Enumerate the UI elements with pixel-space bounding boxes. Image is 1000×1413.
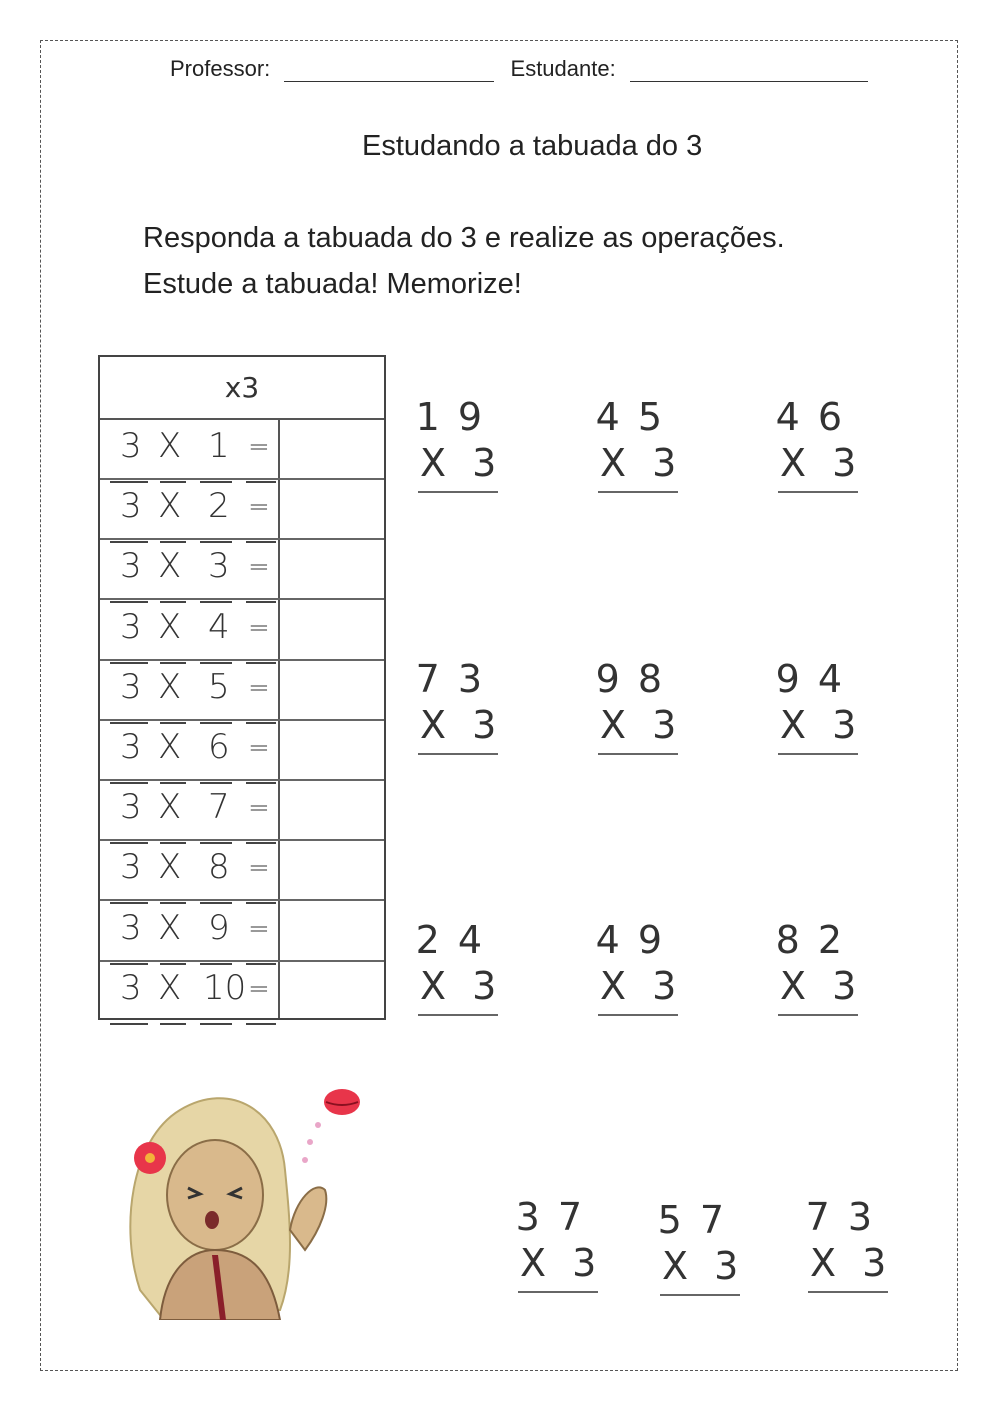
table-header: x3: [100, 357, 384, 420]
table-row: [100, 839, 384, 901]
factor-three: 3: [120, 666, 142, 707]
answer-line[interactable]: [598, 753, 678, 755]
estudante-field[interactable]: [630, 61, 868, 82]
answer-line[interactable]: [418, 1014, 498, 1016]
multiplication-problem: [775, 395, 868, 485]
problem-multiplicand: 24: [415, 918, 500, 962]
times-sign: X: [158, 426, 182, 466]
multiplication-problem: [415, 918, 508, 1008]
factor-three: 3: [120, 967, 142, 1008]
multiplication-problem: [775, 657, 868, 747]
times-sign: X: [158, 727, 182, 767]
equals-sign: =: [248, 973, 270, 1004]
page-title: Estudando a tabuada do 3: [362, 130, 703, 162]
row-underline: [160, 1023, 186, 1025]
answer-line[interactable]: [418, 491, 498, 493]
table-row: [100, 478, 384, 540]
times-sign: X: [158, 847, 182, 888]
multiplication-table: [98, 355, 386, 1020]
times-sign: X: [158, 787, 182, 828]
equals-sign: =: [248, 913, 270, 944]
problem-multiplier: X 3: [420, 964, 497, 1008]
answer-line[interactable]: [598, 1014, 678, 1016]
answer-line[interactable]: [598, 491, 678, 493]
multiplication-problem: [595, 918, 688, 1008]
answer-cell[interactable]: [282, 960, 382, 1020]
row-underline: [246, 1023, 276, 1025]
worksheet-header: [170, 56, 868, 82]
factor-number: 5: [208, 666, 230, 707]
multiplication-problem: [775, 918, 868, 1008]
factor-number: 2: [208, 486, 230, 527]
problem-multiplicand: 82: [775, 918, 860, 962]
estudante-label: Estudante:: [510, 56, 616, 81]
times-sign: X: [158, 907, 182, 948]
multiplication-problem: [415, 395, 508, 485]
times-sign: X: [158, 967, 182, 1008]
answer-cell[interactable]: [282, 478, 382, 538]
equals-sign: =: [248, 492, 270, 523]
problem-multiplicand: 19: [415, 395, 500, 439]
answer-line[interactable]: [808, 1291, 888, 1293]
answer-cell[interactable]: [282, 779, 382, 839]
answer-line[interactable]: [778, 753, 858, 755]
problem-multiplicand: 73: [805, 1195, 890, 1239]
factor-number: 7: [208, 787, 230, 828]
factor-three: 3: [120, 546, 142, 587]
problem-multiplier: X 3: [600, 964, 677, 1008]
factor-number: 9: [208, 907, 230, 948]
problem-multiplier: X 3: [780, 441, 857, 485]
factor-number: 3: [208, 546, 230, 587]
instruction-line-1: Responda a tabuada do 3 e realize as operações.: [143, 222, 785, 254]
equals-sign: =: [248, 733, 270, 763]
problem-multiplier: X 3: [420, 703, 497, 747]
table-row: [100, 659, 384, 721]
problem-multiplier: X 3: [420, 441, 497, 485]
problem-multiplicand: 37: [515, 1195, 600, 1239]
answer-cell[interactable]: [282, 839, 382, 899]
professor-label: Professor:: [170, 56, 271, 81]
factor-number: 6: [208, 727, 230, 767]
table-row: [100, 538, 384, 600]
problem-multiplicand: 45: [595, 395, 680, 439]
factor-three: 3: [120, 847, 142, 888]
answer-cell[interactable]: [282, 659, 382, 719]
factor-three: 3: [120, 907, 142, 948]
problem-multiplier: X 3: [810, 1241, 887, 1285]
equals-sign: =: [248, 432, 270, 462]
multiplication-problem: [595, 657, 688, 747]
problem-multiplicand: 73: [415, 657, 500, 701]
equals-sign: =: [248, 612, 270, 643]
table-row: [100, 418, 384, 480]
problem-multiplier: X 3: [780, 703, 857, 747]
times-sign: X: [158, 486, 182, 527]
row-underline: [200, 1023, 232, 1025]
equals-sign: =: [248, 672, 270, 703]
multiplication-problem: [805, 1195, 898, 1285]
table-row: [100, 719, 384, 781]
multiplication-problem: [657, 1198, 750, 1288]
problem-multiplicand: 94: [775, 657, 860, 701]
answer-line[interactable]: [660, 1294, 740, 1296]
factor-number: 1: [208, 426, 230, 466]
times-sign: X: [158, 606, 182, 647]
problem-multiplicand: 57: [657, 1198, 742, 1242]
factor-three: 3: [120, 606, 142, 647]
factor-three: 3: [120, 486, 142, 527]
problem-multiplicand: 46: [775, 395, 860, 439]
table-row: [100, 960, 384, 1020]
problem-multiplier: X 3: [600, 703, 677, 747]
factor-three: 3: [120, 787, 142, 828]
answer-cell[interactable]: [282, 599, 382, 659]
professor-field[interactable]: [284, 61, 494, 82]
table-row: [100, 900, 384, 962]
row-underline: [110, 1023, 148, 1025]
equals-sign: =: [248, 793, 270, 824]
table-row: [100, 599, 384, 661]
factor-three: 3: [120, 426, 142, 466]
answer-cell[interactable]: [282, 900, 382, 960]
answer-line[interactable]: [518, 1291, 598, 1293]
problem-multiplier: X 3: [662, 1244, 739, 1288]
factor-number: 4: [208, 606, 230, 647]
times-sign: X: [158, 666, 182, 707]
factor-three: 3: [120, 727, 142, 767]
girl-avatar-icon: [120, 1080, 370, 1320]
problem-multiplier: X 3: [780, 964, 857, 1008]
multiplication-problem: [595, 395, 688, 485]
multiplication-problem: [515, 1195, 608, 1285]
table-row: [100, 779, 384, 841]
answer-cell[interactable]: [282, 418, 382, 478]
answer-cell[interactable]: [282, 719, 382, 779]
equals-sign: =: [248, 552, 270, 583]
problem-multiplier: X 3: [520, 1241, 597, 1285]
factor-number: 8: [208, 847, 230, 888]
answer-line[interactable]: [418, 753, 498, 755]
problem-multiplicand: 98: [595, 657, 680, 701]
problem-multiplier: X 3: [600, 441, 677, 485]
factor-number: 10: [203, 967, 247, 1008]
equals-sign: =: [248, 853, 270, 884]
times-sign: X: [158, 546, 182, 587]
answer-cell[interactable]: [282, 538, 382, 598]
problem-multiplicand: 49: [595, 918, 680, 962]
answer-line[interactable]: [778, 1014, 858, 1016]
multiplication-problem: [415, 657, 508, 747]
answer-line[interactable]: [778, 491, 858, 493]
instruction-line-2: Estude a tabuada! Memorize!: [143, 268, 522, 300]
